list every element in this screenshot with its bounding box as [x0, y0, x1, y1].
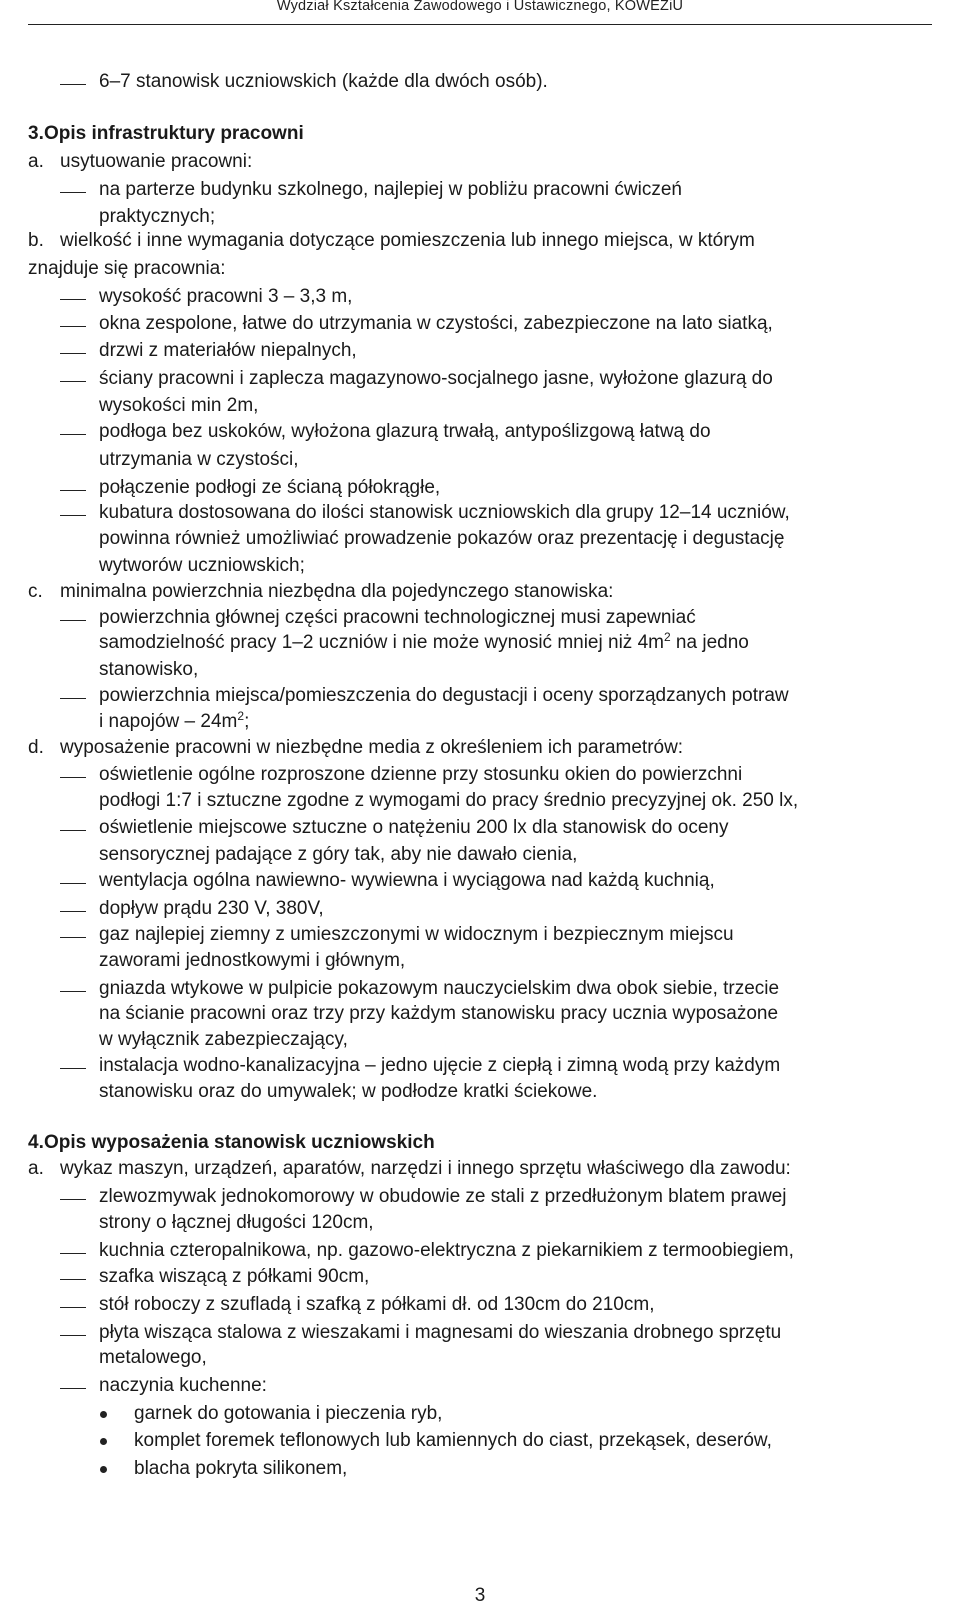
dash-marker — [60, 620, 86, 621]
dash-marker — [60, 381, 86, 382]
text-line: sensorycznej padające z góry tak, aby nie dawało cienia, — [99, 844, 578, 865]
text-line: samodzielność pracy 1–2 uczniów i nie może wynosić mniej niż $4m^2$ na jedno — [99, 630, 749, 653]
text-line: zaworami jednostkowymi i głównym, — [99, 950, 406, 971]
dash-marker — [60, 192, 86, 193]
text-line: wytworów uczniowskich; — [99, 555, 305, 576]
text-line: w wyłącznik zabezpieczający, — [99, 1029, 348, 1050]
bullet-marker — [100, 1466, 107, 1473]
dash-marker — [60, 883, 86, 884]
text-line: ściany pracowni i zaplecza magazynowo-socjalnego jasne, wyłożone glazurą do — [99, 368, 773, 389]
text-line: metalowego, — [99, 1347, 207, 1368]
superscript: 2 — [237, 709, 245, 723]
text-line: powierzchnia miejsca/pomieszczenia do degustacji i oceny sporządzanych potraw — [99, 685, 789, 706]
list-marker: c. — [28, 581, 43, 602]
dash-marker — [60, 353, 86, 354]
dash-marker — [60, 84, 86, 85]
page-header: Wydział Kształcenia Zawodowego i Ustawicznego, KOWEZiU — [276, 0, 684, 14]
text-line: powierzchnia głównej części pracowni technologicznej musi zapewniać — [99, 607, 696, 628]
text-line: kuchnia czteropalnikowa, np. gazowo-elektryczna z piekarnikiem z termoobiegiem, — [99, 1240, 794, 1261]
text-line: oświetlenie ogólne rozproszone dzienne przy stosunku okien do powierzchni — [99, 764, 743, 785]
bullet-marker — [100, 1411, 107, 1418]
dash-marker — [60, 1253, 86, 1254]
text-line: 6–7 stanowisk uczniowskich (każde dla dwóch osób). — [99, 71, 548, 92]
text-line: oświetlenie miejscowe sztuczne o natężeniu 200 lx dla stanowisk do oceny — [99, 817, 729, 838]
list-marker: b. — [28, 230, 44, 251]
dash-marker — [60, 299, 86, 300]
dash-marker — [60, 777, 86, 778]
text-line: praktycznych; — [99, 206, 216, 227]
text-line: minimalna powierzchnia niezbędna dla pojedynczego stanowiska: — [60, 581, 614, 602]
text-line: płyta wisząca stalowa z wieszakami i magnesami do wieszania drobnego sprzętu — [99, 1322, 782, 1343]
text-line: stanowisko, — [99, 659, 199, 680]
text-line: połączenie podłogi ze ścianą półokrągłe, — [99, 477, 441, 498]
dash-marker — [60, 1199, 86, 1200]
text-line: szafka wiszącą z półkami 90cm, — [99, 1266, 370, 1287]
text-line: stół roboczy z szufladą i szafką z półkami dł. od 130cm do 210cm, — [99, 1294, 655, 1315]
bullet-marker — [100, 1438, 107, 1445]
text-line: usytuowanie pracowni: — [60, 151, 253, 172]
text-line: na parterze budynku szkolnego, najlepiej w pobliżu pracowni ćwiczeń — [99, 179, 682, 200]
text-line: znajduje się pracownia: — [28, 258, 226, 279]
dash-marker — [60, 1335, 86, 1336]
text-line: drzwi z materiałów niepalnych, — [99, 340, 357, 361]
dash-marker — [60, 1388, 86, 1389]
text-line: instalacja wodno-kanalizacyjna – jedno ujęcie z ciepłą i zimną wodą przy każdym — [99, 1055, 781, 1076]
dash-marker — [60, 326, 86, 327]
text-line: powinna również umożliwiać prowadzenie pokazów oraz prezentację i degustację — [99, 528, 785, 549]
list-marker: 3. — [28, 123, 44, 144]
text-line: dopływ prądu 230 V, 380V, — [99, 898, 324, 919]
list-marker: d. — [28, 737, 44, 758]
dash-marker — [60, 937, 86, 938]
dash-marker — [60, 490, 86, 491]
text-line: Opis wyposażenia stanowisk uczniowskich — [44, 1132, 435, 1153]
text-line: komplet foremek teflonowych lub kamiennych do ciast, przekąsek, deserów, — [134, 1430, 772, 1451]
text-line: kubatura dostosowana do ilości stanowisk uczniowskich dla grupy 12–14 uczniów, — [99, 502, 790, 523]
page-number: 3 — [474, 1585, 486, 1606]
text-line: utrzymania w czystości, — [99, 449, 299, 470]
dash-marker — [60, 1279, 86, 1280]
dash-marker — [60, 911, 86, 912]
text-line: okna zespolone, łatwe do utrzymania w czystości, zabezpieczone na lato siatką, — [99, 313, 773, 334]
text-line: naczynia kuchenne: — [99, 1375, 267, 1396]
dash-marker — [60, 698, 86, 699]
text-line: podłoga bez uskoków, wyłożona glazurą trwałą, antypoślizgową łatwą do — [99, 421, 711, 442]
text-line: strony o łącznej długości 120cm, — [99, 1212, 374, 1233]
text-line: podłogi 1:7 i sztuczne zgodne z wymogami do pracy średnio precyzyjnej ok. 250 lx, — [99, 790, 799, 811]
text-line: garnek do gotowania i pieczenia ryb, — [134, 1403, 443, 1424]
dash-marker — [60, 991, 86, 992]
text-line: blacha pokryta silikonem, — [134, 1458, 348, 1479]
list-marker: a. — [28, 1158, 44, 1179]
text-line: Opis infrastruktury pracowni — [44, 123, 304, 144]
superscript: 2 — [663, 630, 671, 644]
list-marker: 4. — [28, 1132, 44, 1153]
dash-marker — [60, 515, 86, 516]
header-divider — [28, 24, 932, 25]
dash-marker — [60, 1307, 86, 1308]
dash-marker — [60, 1068, 86, 1069]
text-line: wysokości min 2m, — [99, 395, 259, 416]
text-line: wykaz maszyn, urządzeń, aparatów, narzędzi i innego sprzętu właściwego dla zawodu: — [60, 1158, 791, 1179]
list-marker: a. — [28, 151, 44, 172]
dash-marker — [60, 830, 86, 831]
text-line: stanowisku oraz do umywalek; w podłodze kratki ściekowe. — [99, 1081, 598, 1102]
text-line: i napojów – $24m^2$; — [99, 709, 250, 732]
dash-marker — [60, 434, 86, 435]
text-line: wentylacja ogólna nawiewno- wywiewna i wyciągowa nad każdą kuchnią, — [99, 870, 715, 891]
text-line: na ścianie pracowni oraz trzy przy każdym stanowisku pracy ucznia wyposażone — [99, 1003, 779, 1024]
text-line: zlewozmywak jednokomorowy w obudowie ze stali z przedłużonym blatem prawej — [99, 1186, 787, 1207]
text-line: wysokość pracowni 3 – 3,3 m, — [99, 286, 353, 307]
text-line: gniazda wtykowe w pulpicie pokazowym nauczycielskim dwa obok siebie, trzecie — [99, 978, 780, 999]
text-line: gaz najlepiej ziemny z umieszczonymi w widocznym i bezpiecznym miejscu — [99, 924, 734, 945]
text-line: wyposażenie pracowni w niezbędne media z określeniem ich parametrów: — [60, 737, 684, 758]
text-line: wielkość i inne wymagania dotyczące pomieszczenia lub innego miejsca, w którym — [60, 230, 755, 251]
